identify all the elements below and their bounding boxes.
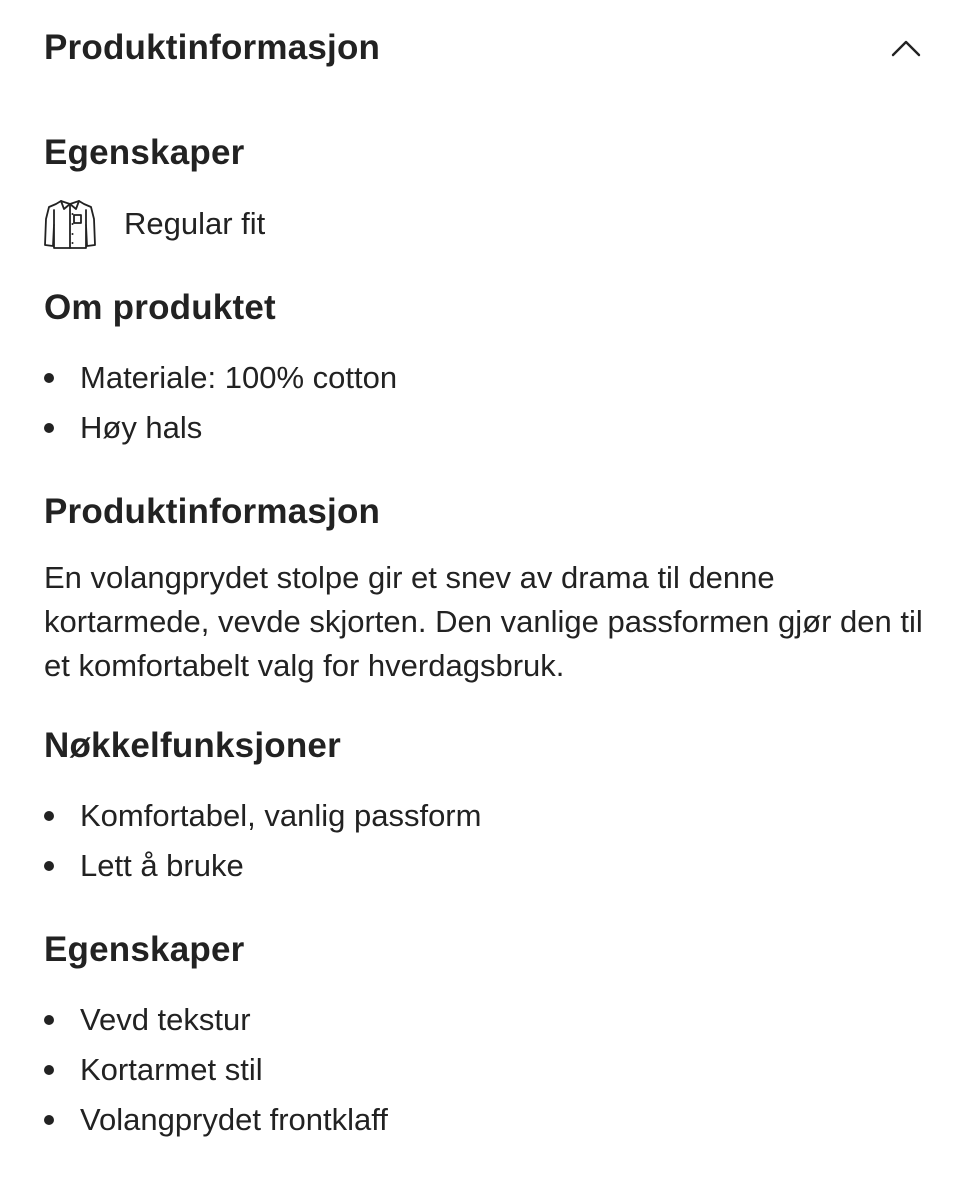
- fit-label: Regular fit: [124, 206, 266, 241]
- bullet-icon: [44, 373, 54, 383]
- bullet-icon: [44, 811, 54, 821]
- product-info-heading: Produktinformasjon: [44, 492, 381, 531]
- list-item: Volangprydet frontklaff: [44, 1095, 388, 1145]
- list-item: Lett å bruke: [44, 841, 481, 891]
- accordion-title: Produktinformasjon: [44, 28, 381, 67]
- list-item: Høy hals: [44, 403, 397, 453]
- list-item: Materiale: 100% cotton: [44, 353, 397, 403]
- accordion-header[interactable]: [44, 22, 924, 74]
- bullet-icon: [44, 861, 54, 871]
- about-list: [44, 353, 397, 453]
- about-heading: Om produktet: [44, 288, 276, 327]
- list-item: Vevd tekstur: [44, 995, 388, 1045]
- product-description: En volangprydet stolpe gir et snev av drama til denne kortarmede, vevde skjorten. Den vanlige passformen gjør den til et komfortabelt valg for hverdagsbruk.: [44, 560, 923, 683]
- chevron-up-icon[interactable]: [888, 30, 924, 66]
- properties-list: [44, 995, 388, 1145]
- key-features-list: [44, 791, 481, 891]
- bullet-icon: [44, 1015, 54, 1025]
- list-item: Kortarmet stil: [44, 1045, 388, 1095]
- properties-heading: Egenskaper: [44, 930, 245, 969]
- key-features-heading: Nøkkelfunksjoner: [44, 726, 341, 765]
- bullet-icon: [44, 423, 54, 433]
- shirt-icon: [44, 197, 96, 251]
- bullet-icon: [44, 1115, 54, 1125]
- list-item: Komfortabel, vanlig passform: [44, 791, 481, 841]
- bullet-icon: [44, 1065, 54, 1075]
- features-heading: Egenskaper: [44, 133, 245, 172]
- fit-row: [44, 196, 265, 252]
